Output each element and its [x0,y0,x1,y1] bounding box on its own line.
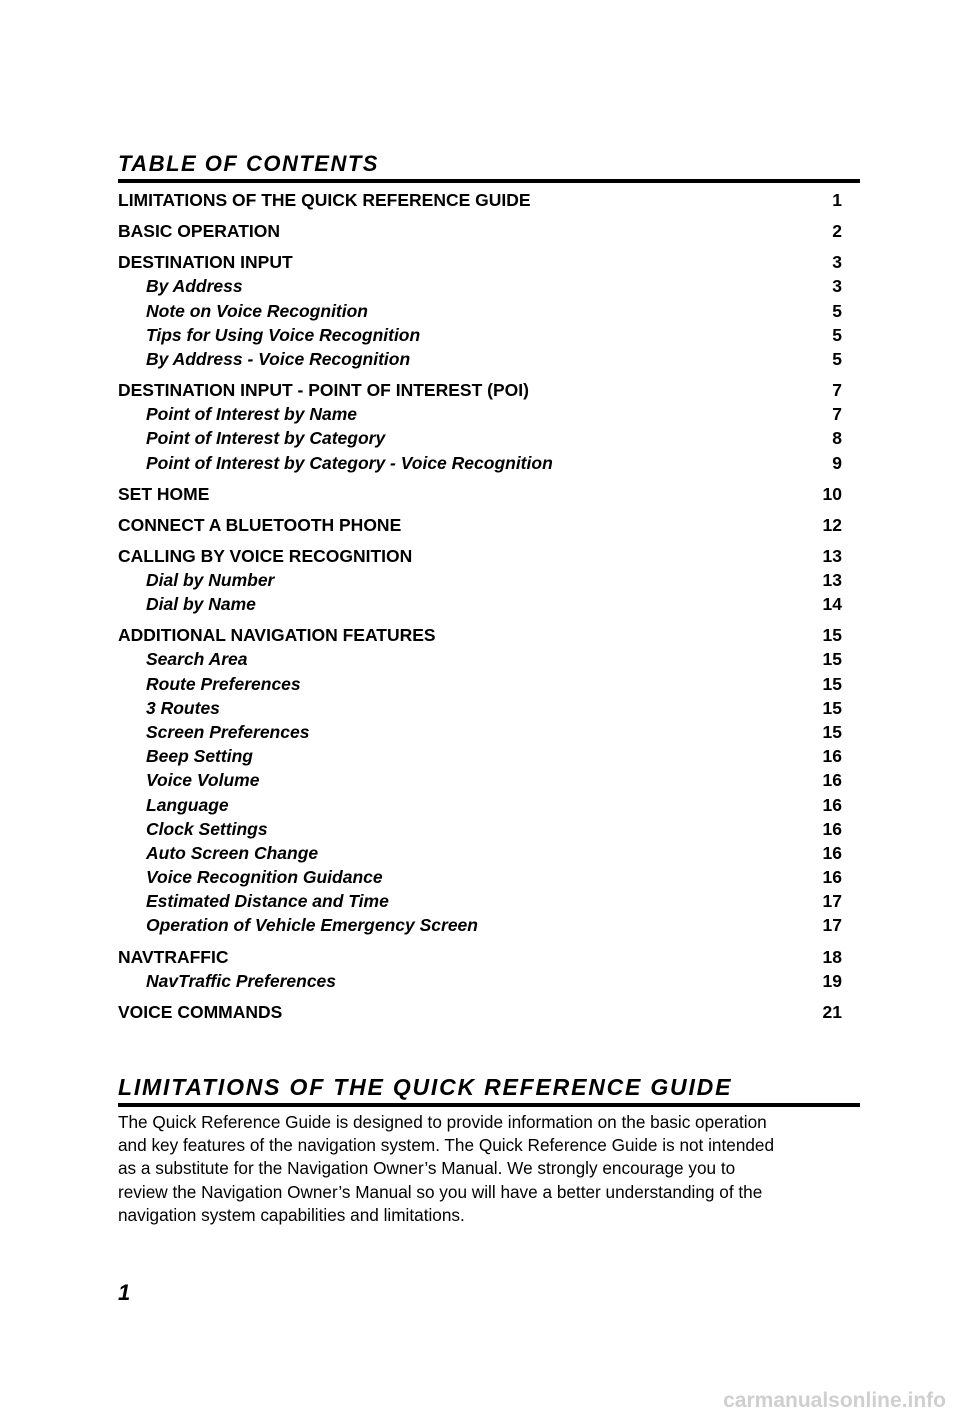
limitations-body [118,1111,860,1227]
toc-entry-page-number: 14 [822,594,842,615]
toc-entry-page-number: 16 [822,770,842,791]
toc-subsection-entry [118,865,842,889]
limitations-body-line: The Quick Reference Guide is designed to provide information on the basic operation [118,1112,767,1132]
toc-entry-page-number: 5 [832,300,842,321]
toc-entry-page-number: 15 [822,673,842,694]
toc-entry-label: Estimated Distance and Time [146,891,389,912]
toc-entry-label: Auto Screen Change [146,842,319,863]
toc-entry-label: DESTINATION INPUT [118,252,293,273]
toc-subsection-entry [118,299,842,323]
toc-entry-label: SET HOME [118,483,210,504]
toc-entry-page-number: 8 [832,428,842,449]
toc-entry-page-number: 17 [822,915,842,936]
toc-entry-page-number: 16 [822,867,842,888]
toc-entry-label: Note on Voice Recognition [146,300,368,321]
page-number: 1 [118,1280,131,1305]
toc-entry-page-number: 18 [822,946,842,967]
toc-entry-page-number: 7 [832,379,842,400]
toc-entry-page-number: 16 [822,818,842,839]
toc-entry-page-number: 13 [822,545,842,566]
toc-entry-label: By Address - Voice Recognition [146,348,411,369]
toc-section-entry [118,188,842,212]
toc-entry-page-number: 5 [832,324,842,345]
toc-entry-page-number: 15 [822,625,842,646]
toc-section-entry [118,945,842,969]
toc-subsection-entry [118,744,842,768]
toc-entry-label: Point of Interest by Category - Voice Recognition [146,452,553,473]
toc-entry-label: 3 Routes [146,697,220,718]
toc-entry-label: Search Area [146,649,248,670]
limitations-title: LIMITATIONS OF THE QUICK REFERENCE GUIDE [118,1074,733,1100]
toc-subsection-entry [118,720,842,744]
toc-subsection-entry [118,969,842,993]
toc-subsection-entry [118,672,842,696]
toc-subsection-entry [118,568,842,592]
toc-entry-label: Language [146,794,229,815]
toc-entry-label: NavTraffic Preferences [146,970,337,991]
toc-title-rule [118,179,860,183]
toc-subsection-entry [118,592,842,616]
toc-entry-label: Operation of Vehicle Emergency Screen [146,915,478,936]
toc-entry-page-number: 10 [822,483,842,504]
toc-entry-page-number: 16 [822,746,842,767]
toc-section-entry [118,1000,842,1024]
toc-title: TABLE OF CONTENTS [118,151,379,176]
toc-subsection-entry [118,817,842,841]
toc-entry-page-number: 5 [832,348,842,369]
toc-subsection-entry [118,768,842,792]
watermark-text: carmanualsonline.info [723,1389,946,1412]
toc-entry-label: CONNECT A BLUETOOTH PHONE [118,514,402,535]
toc-subsection-entry [118,647,842,671]
toc-section-entry [118,250,842,274]
toc-entry-label: Tips for Using Voice Recognition [146,324,421,345]
toc-entry-page-number: 12 [822,514,842,535]
toc-entry-page-number: 13 [822,569,842,590]
toc-entry-label: Clock Settings [146,818,268,839]
toc-entry-page-number: 21 [822,1001,842,1022]
toc-section-entry [118,219,842,243]
toc-entry-page-number: 15 [822,649,842,670]
toc-entry-label: DESTINATION INPUT - POINT OF INTEREST (POI) [118,379,529,400]
toc-entry-page-number: 17 [822,891,842,912]
toc-entry-label: By Address [146,276,243,297]
toc-entry-label: Dial by Number [146,569,275,590]
toc-list [118,188,842,1024]
toc-entry-page-number: 3 [832,276,842,297]
toc-entry-label: Point of Interest by Name [146,404,358,425]
toc-subsection-entry [118,793,842,817]
toc-entry-label: NAVTRAFFIC [118,946,229,967]
toc-entry-page-number: 1 [832,190,842,210]
toc-entry-label: CALLING BY VOICE RECOGNITION [118,545,413,566]
toc-entry-label: Voice Volume [146,770,260,791]
toc-entry-label: ADDITIONAL NAVIGATION FEATURES [118,625,436,646]
toc-entry-page-number: 19 [822,970,842,991]
toc-entry-label: Screen Preferences [146,721,310,742]
toc-entry-page-number: 15 [822,697,842,718]
limitations-body-line: and key features of the navigation system. The Quick Reference Guide is not intended [118,1135,775,1156]
toc-entry-label: Point of Interest by Category [146,428,386,449]
toc-section-entry [118,623,842,647]
toc-entry-label: Dial by Name [146,594,256,615]
toc-subsection-entry [118,402,842,426]
toc-section-entry [118,378,842,402]
toc-entry-page-number: 15 [822,721,842,742]
limitations-body-line: review the Navigation Owner’s Manual so you will have a better understanding of the [118,1181,763,1202]
toc-entry-page-number: 16 [822,794,842,815]
toc-subsection-entry [118,274,842,298]
toc-subsection-entry [118,913,842,937]
toc-section-entry [118,482,842,506]
toc-entry-label: Beep Setting [146,746,253,767]
toc-subsection-entry [118,323,842,347]
toc-entry-label: LIMITATIONS OF THE QUICK REFERENCE GUIDE [118,190,531,210]
toc-section-entry [118,544,842,568]
toc-subsection-entry [118,451,842,475]
toc-subsection-entry [118,889,842,913]
limitations-body-line: as a substitute for the Navigation Owner’s Manual. We strongly encourage you to [118,1158,736,1179]
toc-section-entry [118,513,842,537]
toc-entry-label: Route Preferences [146,673,301,694]
toc-entry-page-number: 7 [832,404,842,425]
toc-entry-label: BASIC OPERATION [118,221,281,242]
toc-subsection-entry [118,696,842,720]
toc-entry-page-number: 2 [832,221,842,242]
toc-entry-label: Voice Recognition Guidance [146,867,383,888]
toc-subsection-entry [118,347,842,371]
toc-entry-page-number: 9 [832,452,842,473]
toc-subsection-entry [118,426,842,450]
toc-subsection-entry [118,841,842,865]
limitations-title-rule [118,1103,860,1107]
toc-entry-label: VOICE COMMANDS [118,1001,283,1022]
toc-entry-page-number: 3 [832,252,842,273]
limitations-body-line: navigation system capabilities and limitations. [118,1204,465,1225]
toc-entry-page-number: 16 [822,842,842,863]
